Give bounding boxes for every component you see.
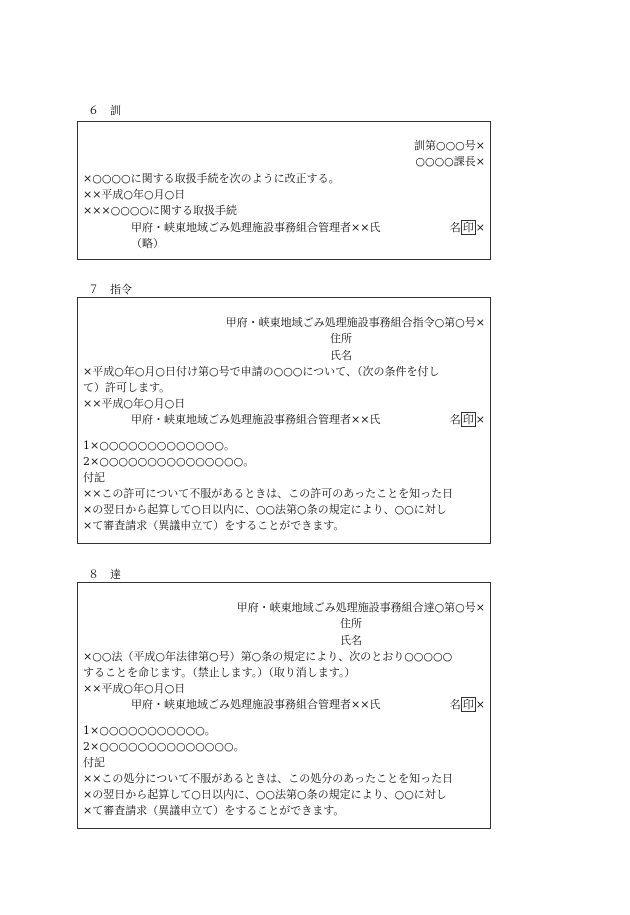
section-title-6: ６ 訓 <box>88 104 121 117</box>
date-line: ××平成○年○月○日 <box>83 397 186 410</box>
body-text-cont: て）許可します。 <box>83 381 171 394</box>
item-2: 2×○○○○○○○○○○○○○○。 <box>83 740 245 753</box>
note-heading: 付記 <box>83 756 105 769</box>
seal-block: 名 印 × <box>449 221 485 234</box>
item-1: 1×○○○○○○○○○○○。 <box>83 724 216 737</box>
note-text-3: ×て審査請求（異議申立て）をすることができます。 <box>83 519 345 532</box>
note-text-2: ×の翌日から起算して○日以内に、○○法第○条の規定により、○○に対し <box>83 503 447 516</box>
condition-1: 1×○○○○○○○○○○○○○。 <box>83 439 235 452</box>
name-label: 氏名 <box>330 349 352 362</box>
section-title-7: ７ 指令 <box>88 283 132 296</box>
subject-line: ×××○○○○に関する取扱手続 <box>83 204 238 217</box>
seal-icon: 印 <box>462 698 474 711</box>
condition-2: 2×○○○○○○○○○○○○○○○。 <box>83 455 255 468</box>
note-heading: 付記 <box>83 471 105 484</box>
date-line: ××平成○年○月○日 <box>83 682 186 695</box>
seal-icon: 印 <box>462 221 474 234</box>
note-text-2: ×の翌日から起算して○日以内に、○○法第○条の規定により、○○に対し <box>83 788 447 801</box>
body-text: ×平成○年○月○日付け第○号で申請の○○○について、（次の条件を付し <box>83 365 440 378</box>
address-label: 住所 <box>330 332 352 345</box>
seal-block: 名 印 × <box>449 413 485 426</box>
document-number: 訓第○○○号× <box>413 139 485 152</box>
addressee: ○○○○課長× <box>415 155 485 168</box>
signer-name: 甲府・峡東地域ごみ処理施設事務組合管理者××氏 <box>131 413 381 426</box>
body-text: ×○○○○に関する取扱手続を次のように改正する。 <box>83 172 340 185</box>
section-title-8: ８ 達 <box>88 568 121 581</box>
instruction-box <box>77 121 491 260</box>
body-text-cont: することを命じます。（禁止します。）（取り消します。） <box>83 666 356 679</box>
omitted-note: （略） <box>131 237 164 250</box>
signer-name: 甲府・峡東地域ごみ処理施設事務組合管理者××氏 <box>131 221 381 234</box>
date-line: ××平成○年○月○日 <box>83 188 186 201</box>
notice-box <box>77 582 491 829</box>
note-text-3: ×て審査請求（異議申立て）をすることができます。 <box>83 804 345 817</box>
seal-icon: 印 <box>462 413 474 426</box>
note-text-1: ××この処分について不服があるときは、この処分のあったことを知った日 <box>83 772 454 785</box>
document-number: 甲府・峡東地域ごみ処理施設事務組合達○第○号× <box>236 601 485 614</box>
address-label: 住所 <box>340 617 362 630</box>
body-text: ×○○法（平成○年法律第○号）第○条の規定により、次のとおり○○○○○ <box>83 650 453 663</box>
signer-name: 甲府・峡東地域ごみ処理施設事務組合管理者××氏 <box>131 698 381 711</box>
name-label: 氏名 <box>340 634 362 647</box>
note-text-1: ××この許可について不服があるときは、この許可のあったことを知った日 <box>83 487 454 500</box>
document-number: 甲府・峡東地域ごみ処理施設事務組合指令○第○号× <box>225 316 485 329</box>
directive-box <box>77 297 491 544</box>
seal-block: 名 印 × <box>449 698 485 711</box>
